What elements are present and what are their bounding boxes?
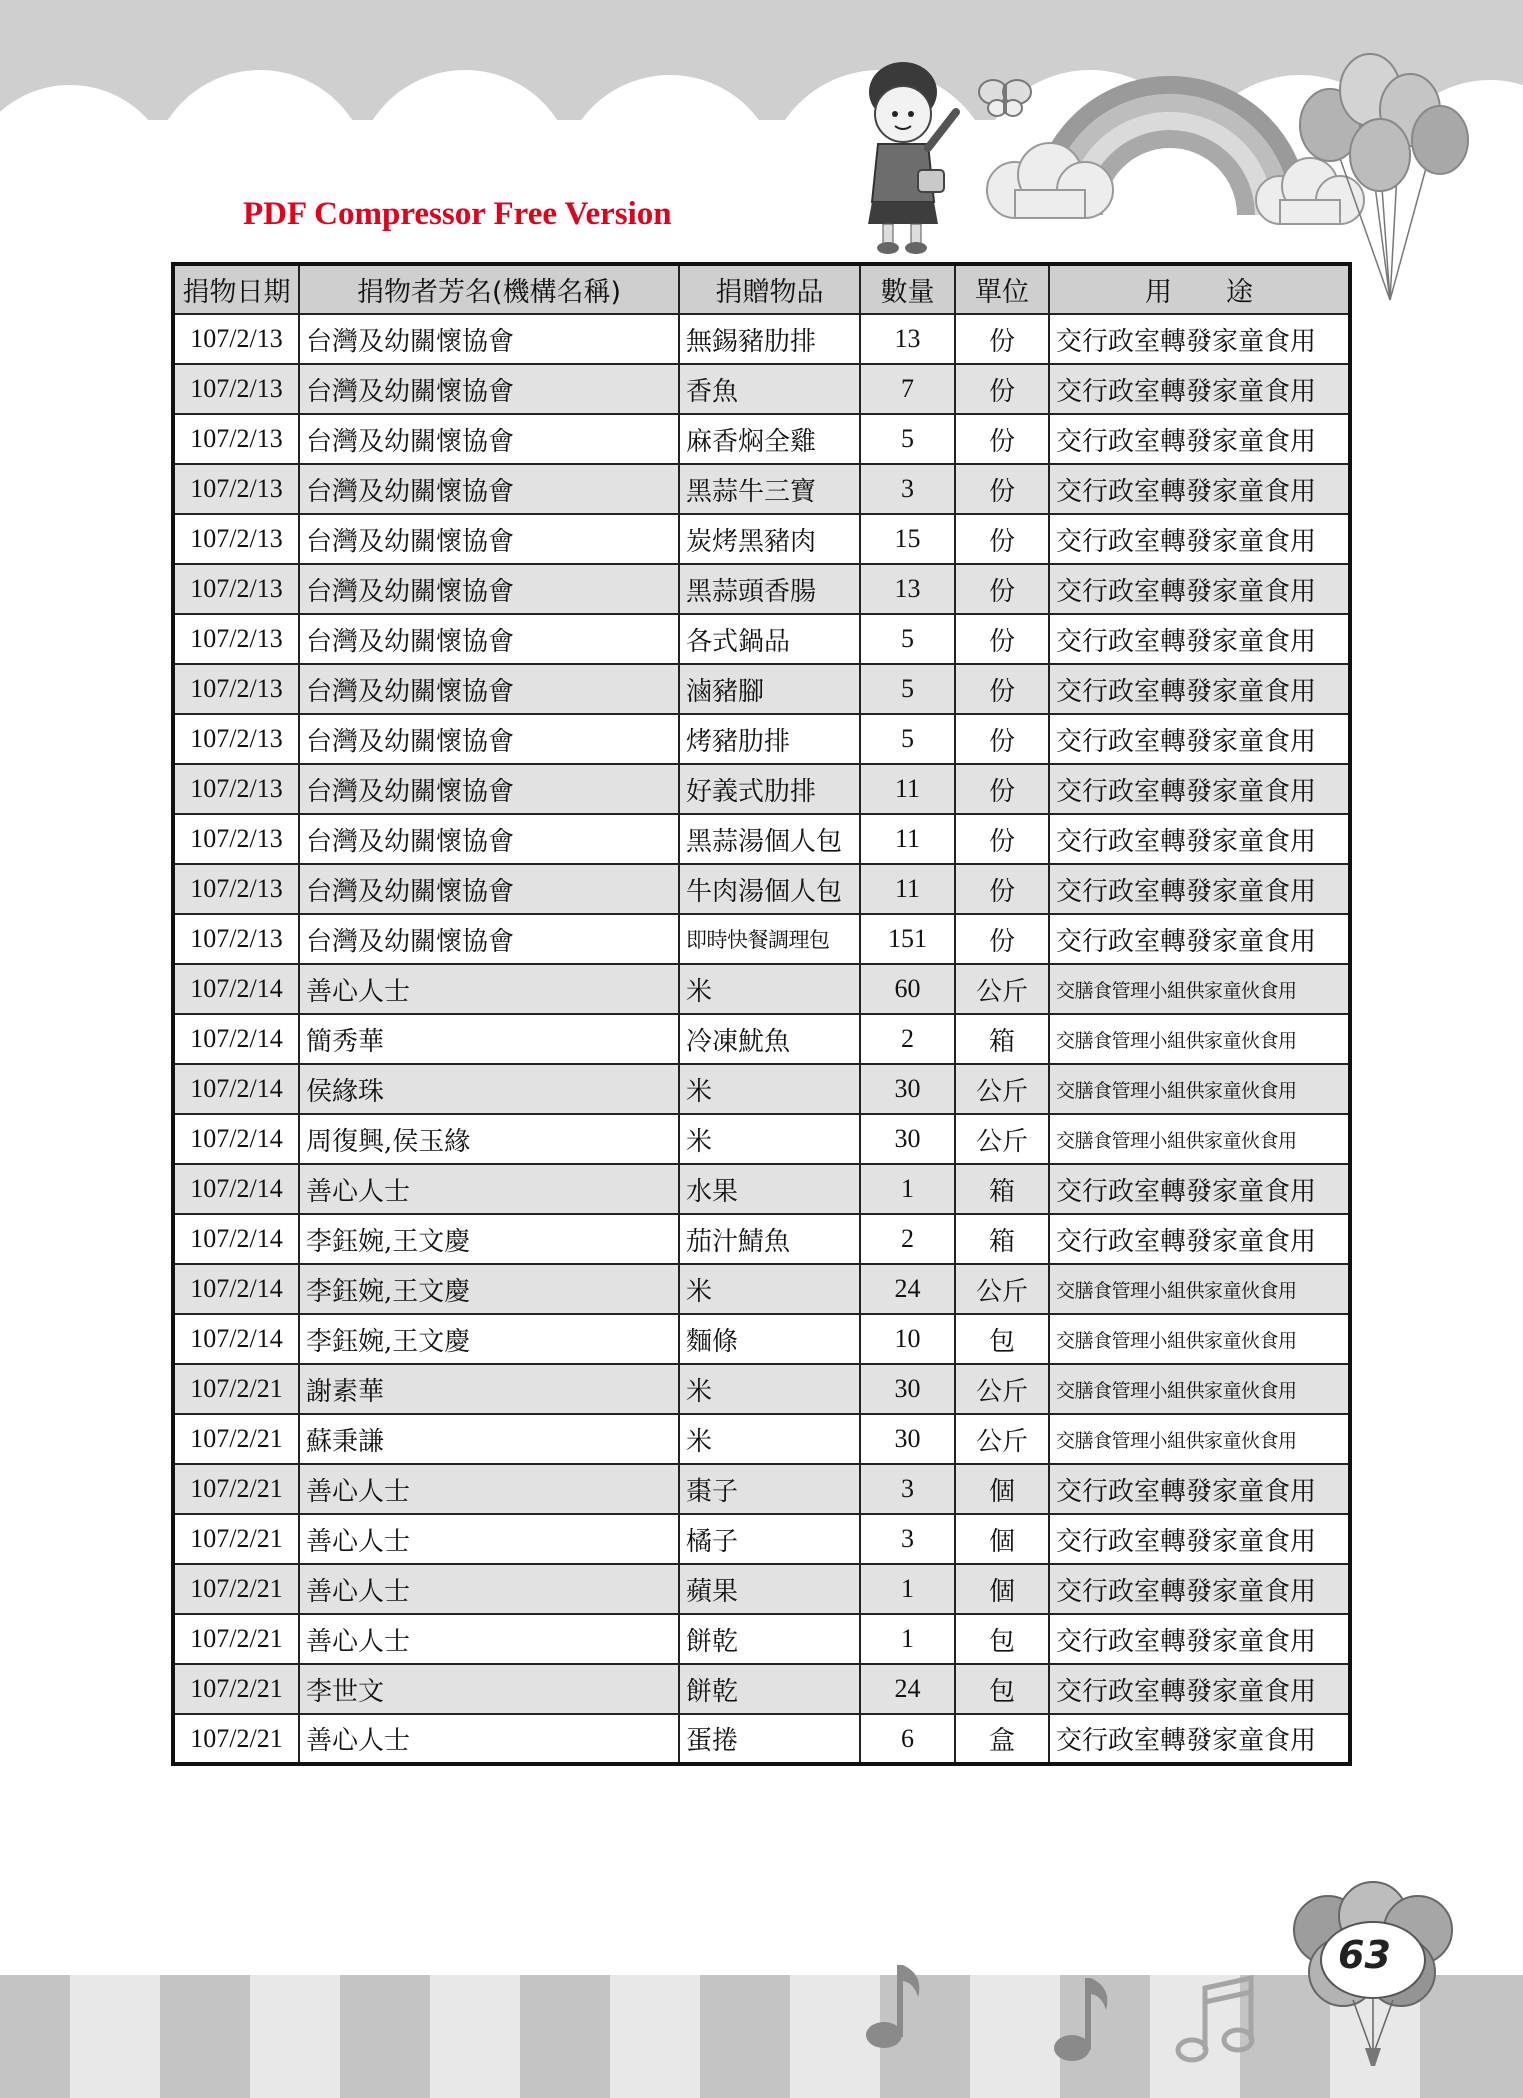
cell-purpose: 交行政室轉發家童食用	[1049, 1614, 1350, 1664]
music-note-icon	[1050, 1968, 1120, 2068]
cell-unit: 份	[955, 514, 1049, 564]
cell-purpose: 交行政室轉發家童食用	[1049, 664, 1350, 714]
table-row	[173, 714, 1350, 764]
cell-donor: 台灣及幼關懷協會	[299, 364, 679, 414]
cell-quantity: 5	[860, 414, 955, 464]
cell-unit: 公斤	[955, 1064, 1049, 1114]
cell-purpose: 交膳食管理小組供家童伙食用	[1049, 1014, 1350, 1064]
cell-unit: 份	[955, 814, 1049, 864]
cell-donor: 台灣及幼關懷協會	[299, 464, 679, 514]
table-row	[173, 564, 1350, 614]
cell-purpose: 交膳食管理小組供家童伙食用	[1049, 1314, 1350, 1364]
cell-purpose: 交行政室轉發家童食用	[1049, 1664, 1350, 1714]
table-row	[173, 764, 1350, 814]
cell-purpose: 交行政室轉發家童食用	[1049, 564, 1350, 614]
cell-purpose: 交行政室轉發家童食用	[1049, 414, 1350, 464]
cell-date: 107/2/14	[173, 1314, 299, 1364]
cell-item: 炭烤黑豬肉	[679, 514, 860, 564]
child-illustration	[848, 52, 968, 262]
cell-unit: 份	[955, 664, 1049, 714]
cell-item: 米	[679, 1364, 860, 1414]
cell-purpose: 交膳食管理小組供家童伙食用	[1049, 1064, 1350, 1114]
table-row	[173, 1414, 1350, 1464]
cell-item: 黑蒜牛三寶	[679, 464, 860, 514]
cell-item: 餅乾	[679, 1664, 860, 1714]
cell-quantity: 60	[860, 964, 955, 1014]
table-row	[173, 964, 1350, 1014]
cell-purpose: 交行政室轉發家童食用	[1049, 1214, 1350, 1264]
cell-donor: 善心人士	[299, 964, 679, 1014]
table-row	[173, 314, 1350, 364]
cell-quantity: 3	[860, 464, 955, 514]
cell-date: 107/2/13	[173, 664, 299, 714]
cell-date: 107/2/21	[173, 1364, 299, 1414]
cell-unit: 箱	[955, 1164, 1049, 1214]
cell-item: 米	[679, 1064, 860, 1114]
cell-quantity: 5	[860, 664, 955, 714]
cell-unit: 份	[955, 864, 1049, 914]
cell-quantity: 30	[860, 1364, 955, 1414]
cloud-icon	[975, 135, 1125, 225]
cell-unit: 個	[955, 1514, 1049, 1564]
cell-unit: 箱	[955, 1214, 1049, 1264]
cell-quantity: 15	[860, 514, 955, 564]
cell-item: 各式鍋品	[679, 614, 860, 664]
cell-quantity: 11	[860, 764, 955, 814]
cell-item: 麻香焖全雞	[679, 414, 860, 464]
cell-purpose: 交膳食管理小組供家童伙食用	[1049, 1264, 1350, 1314]
cell-donor: 李鈺婉,王文慶	[299, 1314, 679, 1364]
table-row	[173, 1314, 1350, 1364]
cell-date: 107/2/13	[173, 864, 299, 914]
cell-donor: 台灣及幼關懷協會	[299, 864, 679, 914]
cell-unit: 份	[955, 714, 1049, 764]
cell-date: 107/2/13	[173, 614, 299, 664]
cell-quantity: 5	[860, 614, 955, 664]
header-quantity: 數量	[860, 264, 955, 314]
table-row	[173, 1664, 1350, 1714]
header-item: 捐贈物品	[679, 264, 860, 314]
cell-unit: 箱	[955, 1014, 1049, 1064]
cell-unit: 份	[955, 464, 1049, 514]
table-row	[173, 364, 1350, 414]
cell-item: 橘子	[679, 1514, 860, 1564]
cell-purpose: 交行政室轉發家童食用	[1049, 1464, 1350, 1514]
cell-item: 米	[679, 964, 860, 1014]
cell-quantity: 11	[860, 814, 955, 864]
cell-unit: 公斤	[955, 964, 1049, 1014]
cell-quantity: 10	[860, 1314, 955, 1364]
cell-donor: 善心人士	[299, 1514, 679, 1564]
cell-quantity: 6	[860, 1714, 955, 1764]
cell-date: 107/2/14	[173, 1114, 299, 1164]
table-header-row	[173, 264, 1350, 314]
table-row	[173, 1464, 1350, 1514]
table-row	[173, 1064, 1350, 1114]
cell-unit: 公斤	[955, 1364, 1049, 1414]
cell-purpose: 交行政室轉發家童食用	[1049, 1514, 1350, 1564]
header-donor: 捐物者芳名(機構名稱)	[299, 264, 679, 314]
cell-date: 107/2/13	[173, 464, 299, 514]
cell-donor: 善心人士	[299, 1614, 679, 1664]
page-number: 63	[1338, 1933, 1391, 1977]
cell-item: 蘋果	[679, 1564, 860, 1614]
cell-quantity: 7	[860, 364, 955, 414]
donation-table	[171, 262, 1352, 1766]
cell-quantity: 30	[860, 1064, 955, 1114]
cell-donor: 李世文	[299, 1664, 679, 1714]
cell-quantity: 30	[860, 1114, 955, 1164]
cell-purpose: 交行政室轉發家童食用	[1049, 314, 1350, 364]
cell-date: 107/2/21	[173, 1414, 299, 1464]
cell-item: 水果	[679, 1164, 860, 1214]
cell-quantity: 13	[860, 564, 955, 614]
cell-purpose: 交行政室轉發家童食用	[1049, 1564, 1350, 1614]
table-row	[173, 1014, 1350, 1064]
cell-date: 107/2/21	[173, 1514, 299, 1564]
cell-unit: 盒	[955, 1714, 1049, 1764]
cell-quantity: 1	[860, 1614, 955, 1664]
cell-purpose: 交行政室轉發家童食用	[1049, 614, 1350, 664]
cell-item: 無錫豬肋排	[679, 314, 860, 364]
table-row	[173, 414, 1350, 464]
cell-quantity: 1	[860, 1164, 955, 1214]
table-row	[173, 514, 1350, 564]
cell-purpose: 交行政室轉發家童食用	[1049, 714, 1350, 764]
watermark-text: PDF Compressor Free Version	[243, 196, 672, 232]
header-unit: 單位	[955, 264, 1049, 314]
cell-quantity: 151	[860, 914, 955, 964]
double-music-note-icon	[1172, 1970, 1262, 2070]
cell-item: 黑蒜頭香腸	[679, 564, 860, 614]
cell-item: 黑蒜湯個人包	[679, 814, 860, 864]
music-note-icon	[862, 1955, 932, 2055]
cell-purpose: 交行政室轉發家童食用	[1049, 514, 1350, 564]
cell-date: 107/2/13	[173, 714, 299, 764]
cell-date: 107/2/13	[173, 314, 299, 364]
cell-purpose: 交行政室轉發家童食用	[1049, 1164, 1350, 1214]
cell-date: 107/2/21	[173, 1564, 299, 1614]
table-row	[173, 814, 1350, 864]
cell-date: 107/2/14	[173, 1164, 299, 1214]
cell-donor: 台灣及幼關懷協會	[299, 914, 679, 964]
cell-unit: 份	[955, 364, 1049, 414]
cell-quantity: 2	[860, 1214, 955, 1264]
table-row	[173, 1564, 1350, 1614]
cell-donor: 善心人士	[299, 1164, 679, 1214]
table-row	[173, 464, 1350, 514]
cell-date: 107/2/14	[173, 1214, 299, 1264]
cell-donor: 善心人士	[299, 1714, 679, 1764]
cell-date: 107/2/13	[173, 814, 299, 864]
butterfly-icon	[975, 72, 1035, 122]
cell-unit: 公斤	[955, 1264, 1049, 1314]
cell-unit: 份	[955, 564, 1049, 614]
cell-quantity: 11	[860, 864, 955, 914]
cell-donor: 善心人士	[299, 1564, 679, 1614]
cell-purpose: 交行政室轉發家童食用	[1049, 1714, 1350, 1764]
cell-item: 麵條	[679, 1314, 860, 1364]
table-row	[173, 614, 1350, 664]
cell-unit: 公斤	[955, 1114, 1049, 1164]
cell-quantity: 24	[860, 1664, 955, 1714]
cell-quantity: 30	[860, 1414, 955, 1464]
cell-unit: 個	[955, 1464, 1049, 1514]
cell-donor: 台灣及幼關懷協會	[299, 814, 679, 864]
cell-unit: 包	[955, 1614, 1049, 1664]
cell-donor: 台灣及幼關懷協會	[299, 614, 679, 664]
cell-purpose: 交行政室轉發家童食用	[1049, 914, 1350, 964]
cell-quantity: 1	[860, 1564, 955, 1614]
cell-item: 餅乾	[679, 1614, 860, 1664]
table-row	[173, 1214, 1350, 1264]
cell-donor: 善心人士	[299, 1464, 679, 1514]
cell-quantity: 24	[860, 1264, 955, 1314]
cell-date: 107/2/14	[173, 1014, 299, 1064]
cell-quantity: 2	[860, 1014, 955, 1064]
table-row	[173, 1514, 1350, 1564]
cell-item: 蛋捲	[679, 1714, 860, 1764]
table-row	[173, 1714, 1350, 1764]
cell-purpose: 交行政室轉發家童食用	[1049, 764, 1350, 814]
cell-unit: 個	[955, 1564, 1049, 1614]
cell-purpose: 交膳食管理小組供家童伙食用	[1049, 1114, 1350, 1164]
table-row	[173, 1114, 1350, 1164]
cell-purpose: 交膳食管理小組供家童伙食用	[1049, 964, 1350, 1014]
table-row	[173, 914, 1350, 964]
cell-donor: 台灣及幼關懷協會	[299, 664, 679, 714]
cell-item: 米	[679, 1114, 860, 1164]
cell-donor: 周復興,侯玉緣	[299, 1114, 679, 1164]
cell-donor: 台灣及幼關懷協會	[299, 714, 679, 764]
cell-donor: 台灣及幼關懷協會	[299, 564, 679, 614]
table-row	[173, 1614, 1350, 1664]
cell-item: 米	[679, 1264, 860, 1314]
cell-quantity: 3	[860, 1514, 955, 1564]
cell-date: 107/2/13	[173, 564, 299, 614]
cell-item: 冷凍魷魚	[679, 1014, 860, 1064]
cell-donor: 謝素華	[299, 1364, 679, 1414]
cell-date: 107/2/21	[173, 1664, 299, 1714]
header-purpose: 用 途	[1049, 264, 1350, 314]
cell-donor: 台灣及幼關懷協會	[299, 414, 679, 464]
table-row	[173, 864, 1350, 914]
cell-unit: 份	[955, 914, 1049, 964]
cell-donor: 台灣及幼關懷協會	[299, 314, 679, 364]
table-row	[173, 1264, 1350, 1314]
table-row	[173, 1364, 1350, 1414]
cell-purpose: 交行政室轉發家童食用	[1049, 814, 1350, 864]
table-row	[173, 1164, 1350, 1214]
cell-item: 茄汁鯖魚	[679, 1214, 860, 1264]
cell-unit: 包	[955, 1314, 1049, 1364]
cell-date: 107/2/14	[173, 964, 299, 1014]
cell-date: 107/2/21	[173, 1714, 299, 1764]
cell-item: 好義式肋排	[679, 764, 860, 814]
cell-item: 烤豬肋排	[679, 714, 860, 764]
cell-unit: 份	[955, 764, 1049, 814]
cell-purpose: 交行政室轉發家童食用	[1049, 864, 1350, 914]
cell-date: 107/2/21	[173, 1614, 299, 1664]
cell-date: 107/2/13	[173, 514, 299, 564]
cell-unit: 包	[955, 1664, 1049, 1714]
cell-date: 107/2/21	[173, 1464, 299, 1514]
cell-date: 107/2/14	[173, 1064, 299, 1114]
cell-date: 107/2/13	[173, 414, 299, 464]
cell-date: 107/2/14	[173, 1264, 299, 1314]
cell-donor: 蘇秉謙	[299, 1414, 679, 1464]
cell-date: 107/2/13	[173, 914, 299, 964]
cell-unit: 份	[955, 614, 1049, 664]
cell-donor: 李鈺婉,王文慶	[299, 1264, 679, 1314]
cell-item: 滷豬腳	[679, 664, 860, 714]
cell-item: 即時快餐調理包	[679, 914, 860, 964]
cell-item: 香魚	[679, 364, 860, 414]
cell-purpose: 交行政室轉發家童食用	[1049, 364, 1350, 414]
cell-quantity: 5	[860, 714, 955, 764]
cell-donor: 台灣及幼關懷協會	[299, 514, 679, 564]
cell-purpose: 交膳食管理小組供家童伙食用	[1049, 1364, 1350, 1414]
cell-item: 牛肉湯個人包	[679, 864, 860, 914]
header-date: 捐物日期	[173, 264, 299, 314]
table-row	[173, 664, 1350, 714]
cell-quantity: 3	[860, 1464, 955, 1514]
cell-date: 107/2/13	[173, 364, 299, 414]
cell-donor: 簡秀華	[299, 1014, 679, 1064]
cell-donor: 台灣及幼關懷協會	[299, 764, 679, 814]
cell-unit: 公斤	[955, 1414, 1049, 1464]
cell-purpose: 交行政室轉發家童食用	[1049, 464, 1350, 514]
cell-purpose: 交膳食管理小組供家童伙食用	[1049, 1414, 1350, 1464]
cell-quantity: 13	[860, 314, 955, 364]
cell-unit: 份	[955, 314, 1049, 364]
cell-date: 107/2/13	[173, 764, 299, 814]
cell-item: 棗子	[679, 1464, 860, 1514]
cell-unit: 份	[955, 414, 1049, 464]
cell-donor: 李鈺婉,王文慶	[299, 1214, 679, 1264]
cell-donor: 侯緣珠	[299, 1064, 679, 1114]
cell-item: 米	[679, 1414, 860, 1464]
